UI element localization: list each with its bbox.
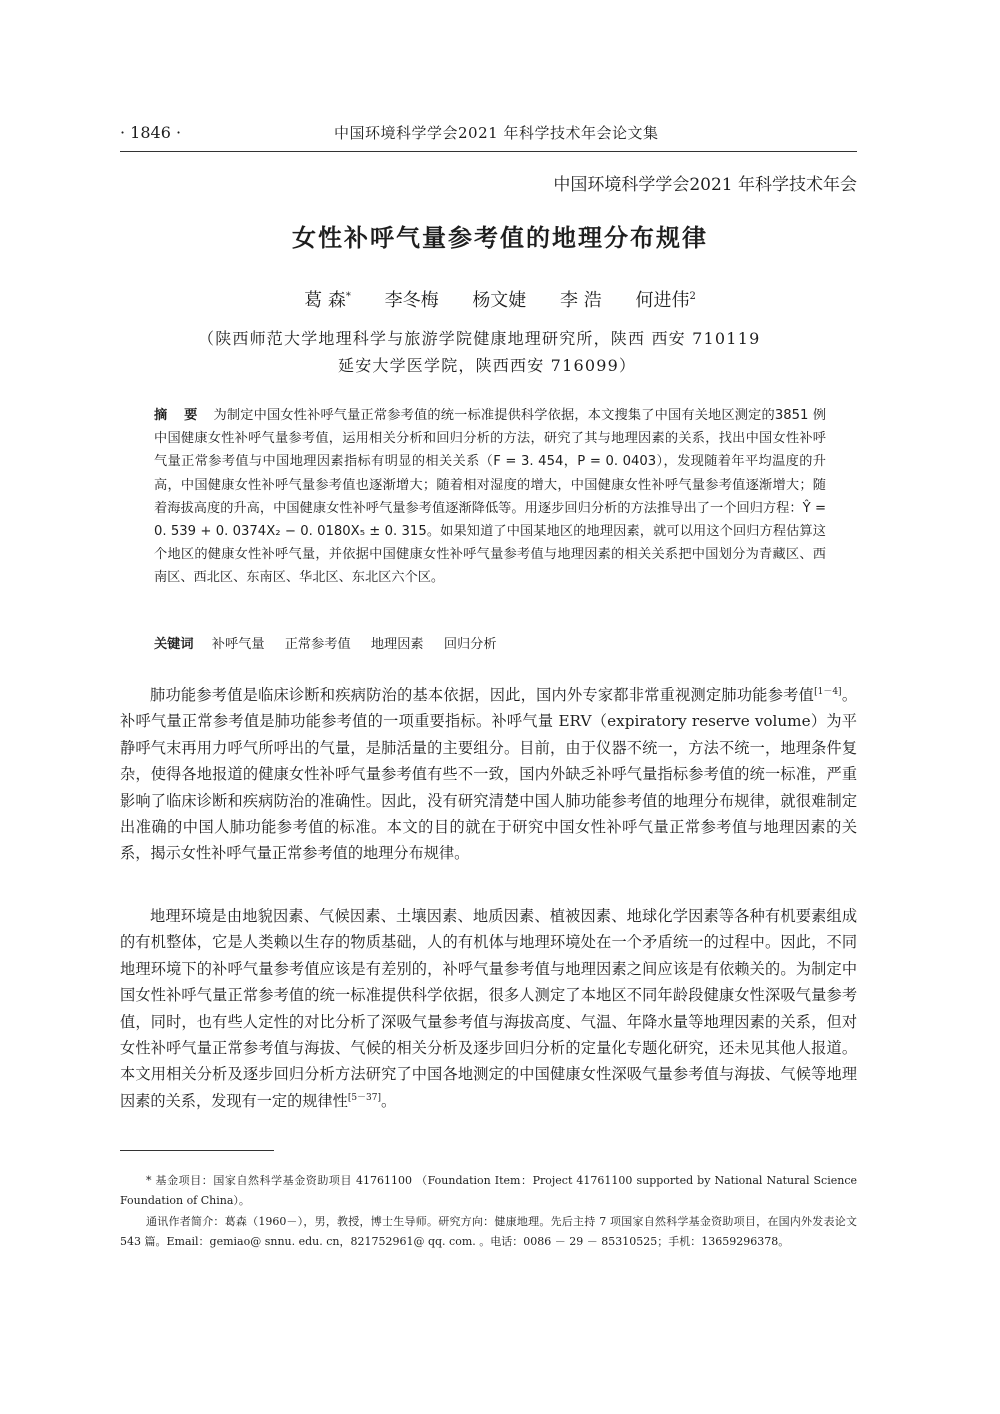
author: 葛 森* — [304, 290, 351, 311]
footnote-funding: * 基金项目：国家自然科学基金资助项目 41761100 （Foundation Item：Project 41761100 supported by National Natural Science Foundation of China）。 — [120, 1174, 857, 1207]
citation: [5－37] — [347, 1092, 382, 1103]
abstract-label: 摘 要 — [154, 408, 204, 423]
abstract-text: 为制定中国女性补呼气量正常参考值的统一标准提供科学依据，本文搜集了中国有关地区测定的3851 例中国健康女性补呼气量参考值，运用相关分析和回归分析的方法，研究了其与地理因素的关系，找出中国女性补呼气量正常参考值与中国地理因素指标有明显的相关关系（F = 3. 454，P = 0. 0403），发现随着年平均温度的升高，中国健康女性补呼气量参考值也逐渐增大；随着相对湿度的增大，中国健康女性补呼气量参考值逐渐增大；随着海拔高度的升高，中国健康女性补呼气量参考值逐渐降低等。用逐步回归分析的方法推导出了一个回归方程：Ŷ = 0. 539 + 0. 0374X₂ − 0. 0180X₅ ± 0. 315。如果知道了中国某地区的地理因素，就可以用这个回归方程估算这个地区的健康女性补呼气量，并依据中国健康女性补呼气量参考值与地理因素的相关关系把中国划分为青藏区、西南区、西北区、东南区、华北区、东北区六个区。 — [154, 408, 827, 586]
header-rule — [120, 151, 857, 152]
footnote-rule — [120, 1150, 274, 1151]
keyword: 回归分析 — [443, 637, 497, 652]
footnote-author: 通讯作者简介：葛森（1960－），男，教授，博士生导师。研究方向：健康地理。先后主持 7 项国家自然科学基金资助项目，在国内外发表论文 543 篇。Email：gemiao@ snnu. edu. cn，821752961@ qq. com. 。电话：0086 － 29 － 85310525；手机：13659296378。 — [120, 1215, 857, 1248]
keywords — [154, 633, 513, 652]
author-list — [0, 286, 1000, 312]
affiliation-line: （陕西师范大学地理科学与旅游学院健康地理研究所，陕西 西安 710119 — [198, 329, 761, 348]
conference-label: 中国环境科学学会2021 年科学技术年会 — [553, 175, 857, 195]
body-paragraph: 地理环境是由地貌因素、气候因素、土壤因素、地质因素、植被因素、地球化学因素等各种有机要素组成的有机整体，它是人类赖以生存的物质基础，人的有机体与地理环境处在一个矛盾统一的过程中。因此，不同地理环境下的补呼气量参考值应该是有差别的，补呼气量参考值与地理因素之间应该是有依赖关的。为制定中国女性补呼气量正常参考值的统一标准提供科学依据，很多人测定了本地区不同年龄段健康女性深吸气量参考值，同时，也有些人定性的对比分析了深吸气量参考值与海拔高度、气温、年降水量等地理因素的关系，但对女性补呼气量正常参考值与海拔、气候的相关分析及逐步回归分析的定量化专题化研究，还未见其他人报道。本文用相关分析及逐步回归分析方法研究了中国各地测定的中国健康女性深吸气量参考值与海拔、气候等地理因素的关系，发现有一定的规律性[5－37]。 — [120, 907, 857, 1110]
page-number: · 1846 · — [120, 123, 182, 142]
author: 何进伟$^2$ — [635, 290, 696, 311]
keywords-label: 关键词 — [154, 637, 194, 652]
citation: [1－4] — [814, 686, 842, 697]
keyword: 地理因素 — [370, 637, 424, 652]
author: 李冬梅 — [384, 290, 439, 311]
affiliation-line: 延安大学医学院，陕西西安 716099） — [338, 356, 637, 375]
keyword: 补呼气量 — [211, 637, 265, 652]
abstract — [154, 404, 826, 590]
author: 李 浩 — [560, 290, 602, 311]
paper-title: 女性补呼气量参考值的地理分布规律 — [292, 224, 708, 252]
body-paragraph: 肺功能参考值是临床诊断和疾病防治的基本依据，因此，国内外专家都非常重视测定肺功能参考值[1－4]。补呼气量正常参考值是肺功能参考值的一项重要指标。补呼气量 ERV（expiratory reserve volume）为平静呼气末再用力呼气所呼出的气量，是肺活量的主要组分。目前，由于仪器不统一，方法不统一，地理条件复杂，使得各地报道的健康女性补呼气量参考值有些不一致，国内外缺乏补呼气量指标参考值的统一标准，严重影响了临床诊断和疾病防治的准确性。因此，没有研究清楚中国人肺功能参考值的地理分布规律，就很难制定出准确的中国人肺功能参考值的标准。本文的目的就在于研究中国女性补呼气量正常参考值与地理因素的关系，揭示女性补呼气量正常参考值的地理分布规律。 — [120, 686, 858, 863]
keyword: 正常参考值 — [284, 637, 351, 652]
author: 杨文婕 — [472, 290, 527, 311]
running-header: 中国环境科学学会2021 年科学技术年会论文集 — [334, 124, 659, 142]
